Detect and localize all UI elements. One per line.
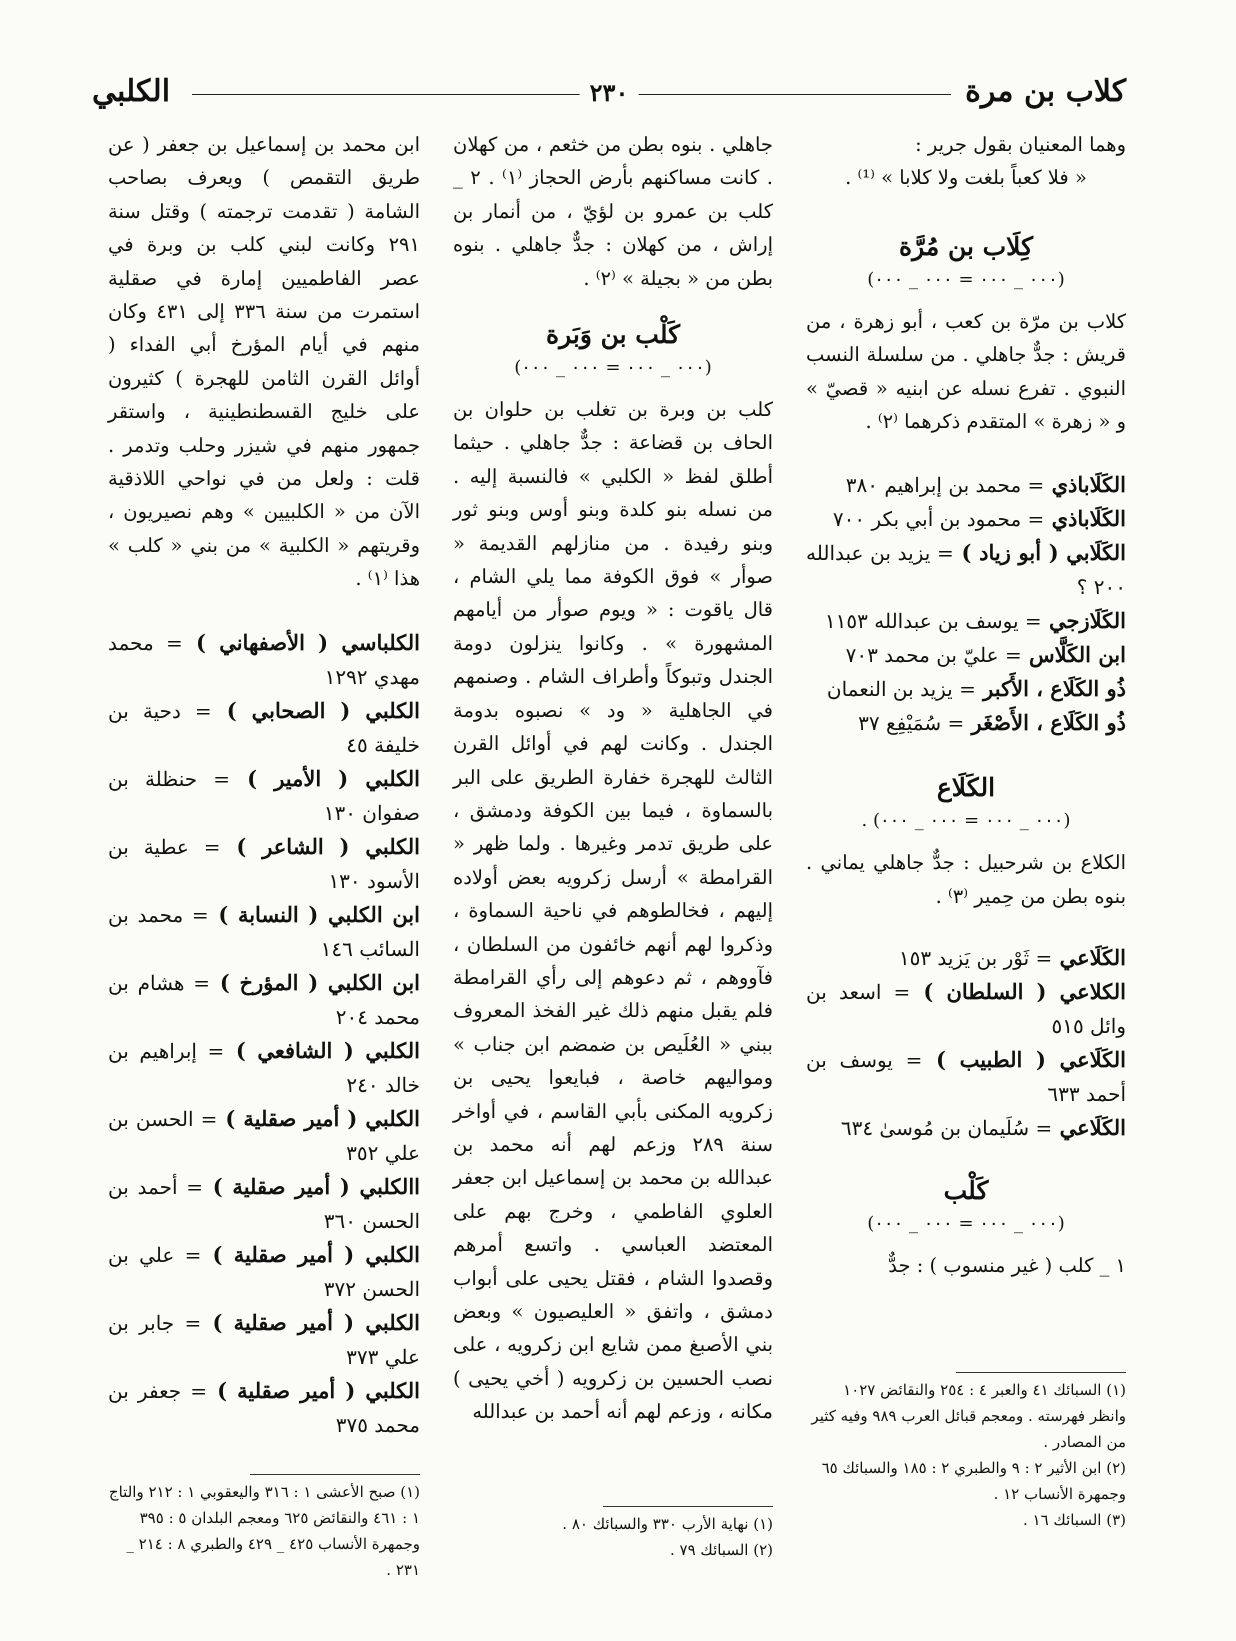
page-number: ٢٣٠ [580, 78, 639, 107]
header-right-title: كلاب بن مرة [965, 74, 1126, 109]
entry-body: ابن محمد بن إسماعيل بن جعفر ( عن طريق التقمص ) ويعرف بصاحب الشامة ( تقدمت ترجمته ) وقتل سنة ٢٩١ وكانت لبني كلب بن وبرة في عصر الفاطميين إمارة في صقلية استمرت من سنة ٣٣٦ إلى ٤٣١ وكان منهم في أيام المؤرخ أبي الفداء ( أوائل القرن الثامن للهجرة ) كثيرون على خليج القسطنطينية ، واستقر جمهور منهم في شيزر وحلب وتدمر . قلت : ولعل من في نواحي اللاذقية الآن من « الكلبيين » وهم نصيريون ، وقريتهم « الكلبية » من بني « كلب » هذا ⁽١⁾ . [108, 133, 420, 591]
cross-reference: الكلاعي ( السلطان ) = اسعد بن وائل ٥١٥ [806, 979, 1126, 1039]
entry-title: كَلْب [943, 1176, 989, 1206]
footnote-rule [603, 1506, 773, 1507]
footnote: (٣) السبائك ١٦ . [1022, 1511, 1126, 1529]
entry-body: ١ _ كلب ( غير منسوب ) : جدٌّ [888, 1254, 1126, 1278]
footnote: (١) نهاية الأرب ٣٣٠ والسبائك ٨٠ . [562, 1515, 773, 1533]
entry-body: كلاب بن مرّة بن كعب ، أبو زهرة ، من قريش : جدٌّ جاهلي . من سلسلة النسب النبوي . تفرع نسله عن ابنيه « قصيّ » و « زهرة » المتقدم ذكرهما ⁽٢⁾ . [806, 309, 1126, 434]
entry-body: الكلاع بن شرحبيل : جدٌّ جاهلي يماني . بنوه بطن من حِمير ⁽٣⁾ . [806, 851, 1126, 908]
cross-reference: االكلبي ( أمير صقلية ) = أحمد بن الحسن ٣٦٠ [108, 1173, 420, 1233]
footnotes-column-1 [806, 1366, 1126, 1533]
footnote: (١) السبائك ٤١ والعبر ٤ : ٢٥٤ والنقائض ١٠٢٧ وانظر فهرسته . ومعجم قبائل العرب ٩٨٩ وفيه كثير من المصادر . [811, 1381, 1126, 1451]
entry-dates: (٠٠٠ _ ٠٠٠ = ٠٠٠ _ ٠٠٠) [867, 268, 1065, 290]
header-rule [192, 94, 951, 95]
cross-reference: الكَلَازجي = يوسف بن عبدالله ١١٥٣ [824, 608, 1126, 634]
cross-reference: الكَلَاباذي = محمود بن أبي بكر ٧٠٠ [832, 506, 1126, 532]
cross-reference: الكَلَاعي = ثَوْر بن يَزيد ١٥٣ [898, 945, 1126, 971]
column-1 [806, 128, 1126, 1283]
cross-reference: الكلبي ( الصحابي ) = دحية بن خليفة ٤٥ [108, 697, 420, 757]
cross-reference-list [108, 626, 420, 1442]
entry-title: كَلْب بن وَبَرة [545, 320, 681, 350]
cross-reference-list [806, 468, 1126, 740]
footnote: (١) صبح الأعشى ١ : ٣١٦ واليعقوبي ١ : ٢١٢ والتاج ١ : ٤٦١ والنقائض ٦٢٥ ومعجم البلدان ٥ : ٣٩٥ وجمهرة الأنساب ٤٢٥ _ ٤٢٩ والطبري ٨ : ٢١٤ _ ٢٣١ . [108, 1483, 420, 1579]
cross-reference: ابن الكَلَّاس = عليّ بن محمد ٧٠٣ [845, 642, 1126, 668]
running-header [92, 74, 1126, 114]
entry-dates: . (٠٠٠ _ ٠٠٠ = ٠٠٠ _ ٠٠٠) [861, 810, 1071, 832]
cross-reference-list [806, 941, 1126, 1145]
footnote: (٢) السبائك ٧٩ . [669, 1541, 773, 1559]
entry-dates: (٠٠٠ _ ٠٠٠ = ٠٠٠ _ ٠٠٠) [514, 357, 712, 379]
cross-reference: ذُو الكَلَاع ، الأَكبر = يزيد بن النعمان [826, 676, 1126, 702]
footnote-rule [250, 1474, 420, 1475]
cross-reference: الكلبي ( أمير صقلية ) = جعفر بن محمد ٣٧٥ [108, 1377, 420, 1437]
column-2 [453, 128, 773, 1429]
footnotes-column-3 [108, 1468, 420, 1583]
cross-reference: الكَلَاعي = سُلَيمان بن مُوسىٰ ٦٣٤ [840, 1115, 1126, 1141]
cross-reference: الكلبي ( أمير صقلية ) = علي بن الحسن ٣٧٢ [108, 1241, 420, 1301]
footnote-rule [956, 1372, 1126, 1373]
cross-reference: الكلبي ( الشافعي ) = إبراهيم بن خالد ٢٤٠ [108, 1037, 421, 1097]
column-3 [108, 128, 420, 1442]
cross-reference: الكلبي ( الشاعر ) = عطية بن الأسود ١٣٠ [108, 833, 420, 893]
entry-title: كِلَاب بن مُرَّة [898, 231, 1034, 261]
footnote: (٢) ابن الأثير ٢ : ٩ والطبري ٢ : ١٨٥ والسبائك ٦٥ وجمهرة الأنساب ١٢ . [821, 1459, 1126, 1503]
header-left-title: الكلبي [92, 74, 171, 109]
intro-line: وهما المعنيان بقول جرير : [915, 133, 1126, 156]
cross-reference: الكلبي ( أمير صقلية ) = جابر بن علي ٣٧٣ [108, 1309, 420, 1369]
footnotes-column-2 [453, 1500, 773, 1563]
entry-dates: (٠٠٠ _ ٠٠٠ = ٠٠٠ _ ٠٠٠) [867, 1213, 1065, 1235]
entry-body: جاهلي . بنوه بطن من خثعم ، من كهلان . كانت مساكنهم بأرض الحجاز ⁽١⁾ . ٢ _ كلب بن عمرو بن لؤيّ ، من أنمار بن إراش ، من كهلان : جدٌّ جاهلي . بنوه بطن من « بجيلة » ⁽٢⁾ . [453, 133, 774, 290]
cross-reference: الكَلَاباذي = محمد بن إبراهيم ٣٨٠ [845, 472, 1126, 498]
cross-reference: ابن الكلبي ( المؤرخ ) = هشام بن محمد ٢٠٤ [108, 969, 420, 1029]
intro-line: « فلا كعباً بلغت ولا كلابا » ⁽¹⁾ . [845, 166, 1087, 190]
entry-body: كلب بن وبرة بن تغلب بن حلوان بن الحاف بن قضاعة : جدٌّ جاهلي . حيثما أطلق لفظ « الكلبي » فالنسبة إليه . من نسله بنو كلدة وبنو أوس وبنو ثور وبنو رفيدة . من منازلهم القديمة « صوأر » فوق الكوفة مما يلي الشام ، قال ياقوت : « ويوم صوأر من أيامهم المشهورة » . وكانوا ينزلون دومة الجندل وتبوكاً وأطراف الشام . وصنمهم في الجاهلية « ود » نصبوه بدومة الجندل . وكانت لهم في أوائل القرن الثالث للهجرة خفارة الطريق على البر بالسماوة ، فيما بين الكوفة ودمشق ، على طريق تدمر وغيرها . ولما ظهر « القرامطة » أرسل زكرويه بعض أولاده إليهم ، فخالطوهم في ناحية السماوة ، وذكروا لهم أنهم خائفون من السلطان ، فآووهم ، ثم دعوهم إلى رأي القرامطة فلم يقبل منهم ذلك غير الفخذ المعروف ببني « العُلَيص بن ضمضم ابن جناب » ومواليهم خاصة ، فبايعوا يحيى بن زكرويه المكنى بأبي القاسم ، في أواخر سنة ٢٨٩ وزعم لهم أنه محمد بن عبدالله بن محمد بن إسماعيل ابن جعفر العلوي الفاطمي ، وخرج بهم على المعتضد العباسي . واتسع أمرهم وقصدوا الشام ، فقتل يحيى على أبواب دمشق ، واتفق « العليصيون » وبعض بني الأصبغ ممن شايع ابن زكرويه ، على نصب الحسين بن زكرويه ( أخي يحيى ) مكانه ، وزعم لهم أنه أحمد بن عبدالله [453, 398, 773, 1424]
cross-reference: الكلبي ( أمير صقلية ) = الحسن بن علي ٣٥٢ [108, 1105, 421, 1165]
cross-reference: ذُو الكَلَاع ، الأَصْغَر = سُمَيْفِع ٣٧ [858, 710, 1126, 736]
cross-reference: ابن الكلبي ( النسابة ) = محمد بن السائب ١٤٦ [108, 901, 420, 961]
cross-reference: الكَلَاعي ( الطبيب ) = يوسف بن أحمد ٦٣٣ [806, 1047, 1126, 1107]
entry-title: الكَلَاع [936, 773, 996, 803]
cross-reference: الكلبي ( الأمير ) = حنظلة بن صفوان ١٣٠ [108, 765, 420, 825]
cross-reference: الكَلَابي ( أبو زياد ) = يزيد بن عبدالله ٢٠٠ ؟ [806, 540, 1127, 600]
cross-reference: الكلباسي ( الأصفهاني ) = محمد مهدي ١٢٩٢ [108, 629, 420, 689]
